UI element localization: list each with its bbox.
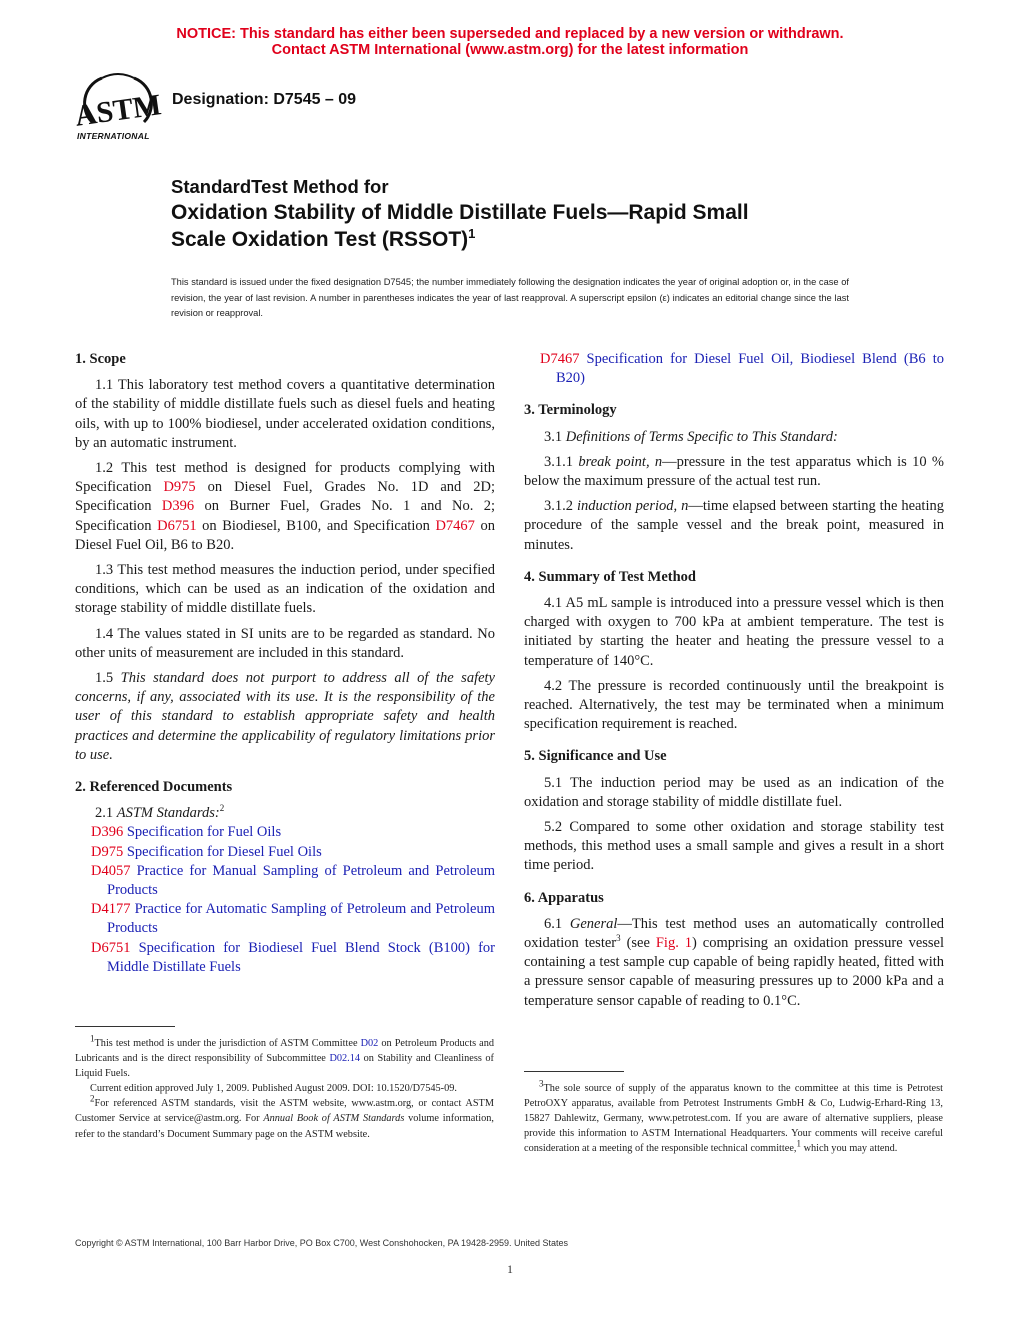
footnotes-right [524, 1078, 943, 1156]
para-4-2: 4.2 The pressure is recorded continuously until the breakpoint is reached. Alternatively, the test may be terminated when a minimum specification requirement is reached. [524, 677, 944, 733]
logo-international-text: INTERNATIONAL [77, 131, 150, 141]
para-2-1: 2.1 ASTM Standards:$^2$ [95, 803, 225, 822]
para-4-1: 4.1 A5 mL sample is introduced into a pressure vessel which is then charged with oxygen to 700 kPa at ambient temperature. The test is initiated by starting the heater and heating the pressure vessel to a temperature of 140°C. [524, 595, 944, 669]
svg-text:ASTM: ASTM [72, 88, 164, 133]
ref-item-d975[interactable]: D975 Specification for Diesel Fuel Oils [91, 843, 322, 860]
footnotes-left [75, 1033, 495, 1142]
para-1-2: 1.2 This test method is designed for products complying with Specification D975 on Diesel Fuel, Grades No. 1D and 2D; Specification D396 on Burner Fuel, Grades No. 1 and No. 2; Specification D6751 on Biodiesel, B100, and Specification D7467 on Diesel Fuel Oil, B6 to B20. [75, 460, 495, 553]
left-column [75, 350, 495, 977]
title-line-2: Oxidation Stability of Middle Distillate Fuels—Rapid Small [171, 201, 749, 224]
para-1-5: 1.5 This standard does not purport to address all of the safety concerns, if any, associated with its use. It is the responsibility of the user of this standard to establish appropriate safety and health practices and determine the applicability of regulatory limitations prior to use. [75, 670, 495, 763]
link-fig-1[interactable]: Fig. 1 [655, 935, 693, 952]
copyright: Copyright © ASTM International, 100 Barr Harbor Drive, PO Box C700, West Conshohocken, PA 19428-2959. United States [75, 1238, 569, 1248]
title-line-3: Scale Oxidation Test (RSSOT)$^1$ [171, 226, 476, 251]
para-5-1: 5.1 The induction period may be used as an indication of the oxidation and storage stability of middle distillate fuel. [524, 774, 944, 810]
link-d7467[interactable]: D7467 [435, 517, 475, 534]
ref-item-d4057[interactable]: D4057 Practice for Manual Sampling of Petroleum and Petroleum Products [91, 862, 495, 899]
para-6-1: 6.1 General—This test method uses an automatically controlled oxidation tester$^3$ (see Fig. 1) comprising an oxidation pressure vessel containing a test sample cup capable of being rapidly heated, fitted with a pressure sensor capable of measuring pressures up to 2000 kPa and a temperature sensor capable of reading to 0.1°C. [524, 915, 945, 1009]
para-1-1: 1.1 This laboratory test method covers a quantitative determination of the stability of middle distillate fuels such as diesel fuels and heating oils, with up to 100% biodiesel, under accelerated oxidation conditions, by an automatic instrument. [75, 377, 495, 451]
ref-item-d396[interactable]: D396 Specification for Fuel Oils [91, 824, 282, 841]
para-1-4: 1.4 The values stated in SI units are to be regarded as standard. No other units of measurement are included in this standard. [75, 625, 495, 661]
withdrawal-notice [0, 26, 1020, 58]
para-5-2: 5.2 Compared to some other oxidation and storage stability test methods, this method uses a small sample and gives a result in a short time period. [524, 819, 944, 874]
para-3-1: 3.1 Definitions of Terms Specific to This Standard: [544, 428, 838, 445]
footnote-2: $^2$For referenced ASTM standards, visit the ASTM website, www.astm.org, or contact ASTM Customer Service at service@astm.org. For Annual Book of ASTM Standards volume information, refer to the standard’s Document Summary page on the ASTM website. [75, 1093, 494, 1140]
para-1-3: 1.3 This test method measures the induction period, under specified conditions, which can be used as an indication of the oxidation and storage stability of middle distillate fuels. [75, 562, 495, 617]
document-title [171, 175, 851, 253]
section-heading-significance: 5. Significance and Use [524, 748, 667, 765]
ref-item-d7467[interactable]: D7467 Specification for Diesel Fuel Oil, Biodiesel Blend (B6 to B20) [540, 351, 944, 387]
footnote-divider-left [75, 1026, 175, 1027]
section-heading-apparatus: 6. Apparatus [524, 889, 604, 906]
page-number: 1 [507, 1262, 513, 1276]
designation: Designation: D7545 – 09 [172, 91, 357, 108]
link-d975[interactable]: D975 [163, 479, 196, 496]
notice-line-1: NOTICE: This standard has either been superseded and replaced by a new version or withdrawn. [176, 26, 844, 42]
section-heading-summary: 4. Summary of Test Method [524, 568, 696, 585]
footnote-1-edition: Current edition approved July 1, 2009. Published August 2009. DOI: 10.1520/D7545-09. [90, 1083, 457, 1095]
section-heading-scope: 1. Scope [75, 351, 126, 367]
link-d396[interactable]: D396 [161, 498, 195, 515]
notice-line-2: Contact ASTM International (www.astm.org) for the latest information [271, 42, 749, 58]
link-d02[interactable]: D02 [360, 1038, 379, 1049]
ref-item-d4177[interactable]: D4177 Practice for Automatic Sampling of Petroleum and Petroleum Products [91, 901, 495, 937]
section-heading-referenced-documents: 2. Referenced Documents [75, 779, 233, 796]
right-column [524, 350, 944, 1017]
footnote-3: $^3$The sole source of supply of the apparatus known to the committee at this time is Petrotest PetroOXY apparatus, available from Petrotest Instruments GmbH & Co, Ludwig-Erhard-Ring 13, 15827 Dahlewitz, Germany, www.petrotest.com. If you are aware of alternative suppliers, please provide this information to ASTM International Headquarters. Your comments will receive careful consideration at a meeting of the responsible technical committee,$^1$ which you may attend. [524, 1078, 943, 1155]
title-footnote-mark: 1 [468, 226, 476, 241]
ref-item-d6751[interactable]: D6751 Specification for Biodiesel Fuel Blend Stock (B100) for Middle Distillate Fuels [91, 939, 495, 975]
para-3-1-2: 3.1.2 induction period, n—time elapsed between starting the heating procedure of the sample vessel and the break point, measured in minutes. [524, 498, 944, 553]
footnote-divider-right [524, 1071, 624, 1072]
link-d6751[interactable]: D6751 [157, 517, 197, 534]
para-3-1-1: 3.1.1 break point, n—pressure in the test apparatus which is 10 % below the maximum pressure of the actual test run. [524, 453, 945, 490]
preface: This standard is issued under the fixed designation D7545; the number immediately following the designation indicates the year of original adoption or, in the case of revision, the year of last revision. A number in parentheses indicates the year of last reapproval. A superscript epsilon (ε) indicates an editorial change since the last revision or reapproval. [171, 277, 849, 318]
section-heading-terminology: 3. Terminology [524, 402, 617, 419]
link-d02-14[interactable]: D02.14 [329, 1053, 361, 1065]
footnote-1: $^1$This test method is under the jurisdiction of ASTM Committee D02 on Petroleum Products and Lubricants and is the direct responsibility of Subcommittee D02.14 on Stability and Cleanliness of Liquid Fuels. [75, 1033, 495, 1080]
title-line-1: StandardTest Method for [171, 176, 389, 197]
